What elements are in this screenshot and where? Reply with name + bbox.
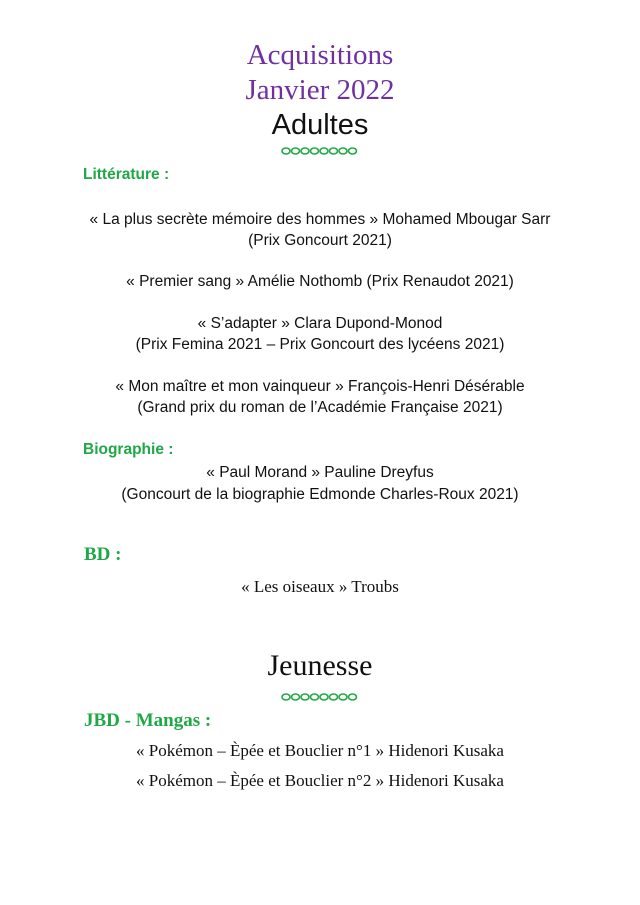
literature-item-4-title: « Mon maître et mon vainqueur » François-Henri Désérable	[115, 378, 525, 395]
youth-comics-item-1: « Pokémon – Èpée et Bouclier n°1 » Hidenori Kusaka	[136, 741, 504, 760]
ornament-divider-adults	[0, 146, 640, 156]
section-title-youth: Jeunesse	[267, 649, 373, 682]
literature-item-1-note: (Prix Goncourt 2021)	[248, 232, 392, 249]
literature-item-4-note: (Grand prix du roman de l’Académie Française 2021)	[137, 399, 503, 416]
section-title-adults: Adultes	[271, 109, 369, 141]
title-line-1: Acquisitions	[246, 39, 394, 71]
heading-youth-comics: JBD - Mangas :	[84, 710, 212, 731]
literature-item-1-title: « La plus secrète mémoire des hommes » Mohamed Mbougar Sarr	[89, 211, 551, 228]
youth-comics-item-2: « Pokémon – Èpée et Bouclier n°2 » Hidenori Kusaka	[136, 771, 504, 790]
biography-item-1-title: « Paul Morand » Pauline Dreyfus	[206, 464, 434, 481]
ornament-divider-youth	[0, 692, 640, 702]
chain-ornament-icon	[281, 146, 359, 156]
biography-item-1-note: (Goncourt de la biographie Edmonde Charles-Roux 2021)	[121, 486, 519, 503]
literature-item-3-note: (Prix Femina 2021 – Prix Goncourt des lycéens 2021)	[135, 336, 505, 353]
heading-comics: BD :	[84, 544, 122, 565]
literature-item-3-title: « S’adapter » Clara Dupond-Monod	[197, 315, 443, 332]
literature-item-2-title: « Premier sang » Amélie Nothomb (Prix Renaudot 2021)	[126, 273, 514, 290]
comics-item-1: « Les oiseaux » Troubs	[241, 577, 399, 596]
heading-literature: Littérature :	[83, 166, 170, 183]
heading-biography: Biographie :	[83, 441, 174, 458]
title-line-2: Janvier 2022	[245, 74, 395, 106]
chain-ornament-icon	[281, 692, 359, 702]
